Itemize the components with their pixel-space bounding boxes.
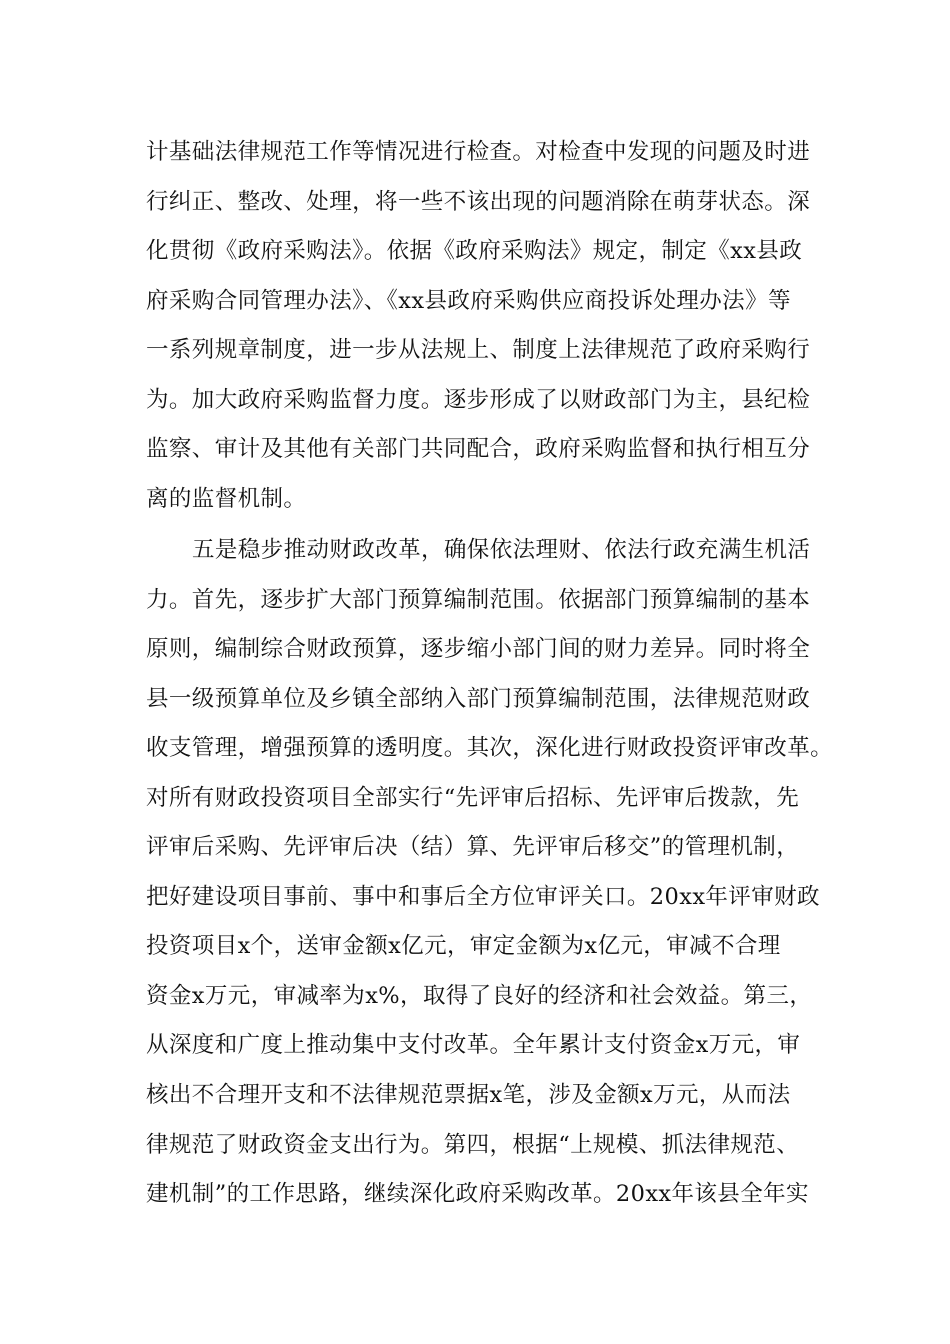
text-line: 把好建设项目事前、事中和事后全方位审评关口。20xx年评审财政 [146,884,820,910]
text-line: 核出不合理开支和不法律规范票据x笔，涉及金额x万元，从而法 [146,1082,791,1108]
text-line: 县一级预算单位及乡镇全部纳入部门预算编制范围，法律规范财政 [146,686,811,712]
text-line: 一系列规章制度，进一步从法规上、制度上法律规范了政府采购行 [146,337,811,363]
text-line: 为。加大政府采购监督力度。逐步形成了以财政部门为主，县纪检 [146,387,811,413]
text-line: 离的监督机制。 [146,486,307,512]
text-line: 五是稳步推动财政改革，确保依法理财、依法行政充满生机活 [192,537,811,563]
text-line: 化贯彻《政府采购法》。依据《政府采购法》规定，制定《xx县政 [146,238,803,264]
text-line: 资金x万元，审减率为x%，取得了良好的经济和社会效益。第三， [146,983,813,1009]
text-line: 评审后采购、先评审后决（结）算、先评审后移交”的管理机制， [146,834,800,860]
text-line: 府采购合同管理办法》、《xx县政府采购供应商投诉处理办法》等 [146,288,791,314]
text-line: 监察、审计及其他有关部门共同配合，政府采购监督和执行相互分 [146,436,811,462]
text-line: 从深度和广度上推动集中支付改革。全年累计支付资金x万元，审 [146,1032,801,1058]
text-line: 原则，编制综合财政预算，逐步缩小部门间的财力差异。同时将全 [146,636,811,662]
text-line: 投资项目x个，送审金额x亿元，审定金额为x亿元，审减不合理 [146,933,781,959]
text-line: 建机制”的工作思路，继续深化政府采购改革。20xx年该县全年实 [146,1181,809,1207]
text-line: 计基础法律规范工作等情况进行检查。对检查中发现的问题及时进 [146,139,811,165]
text-line: 行纠正、整改、处理，将一些不该出现的问题消除在萌芽状态。深 [146,189,811,215]
text-line: 对所有财政投资项目全部实行“先评审后招标、先评审后拨款，先 [146,785,800,811]
text-line: 律规范了财政资金支出行为。第四，根据“上规模、抓法律规范、 [146,1132,800,1158]
text-line: 力。首先，逐步扩大部门预算编制范围。依据部门预算编制的基本 [146,587,811,613]
text-line: 收支管理，增强预算的透明度。其次，深化进行财政投资评审改革。 [146,735,834,761]
